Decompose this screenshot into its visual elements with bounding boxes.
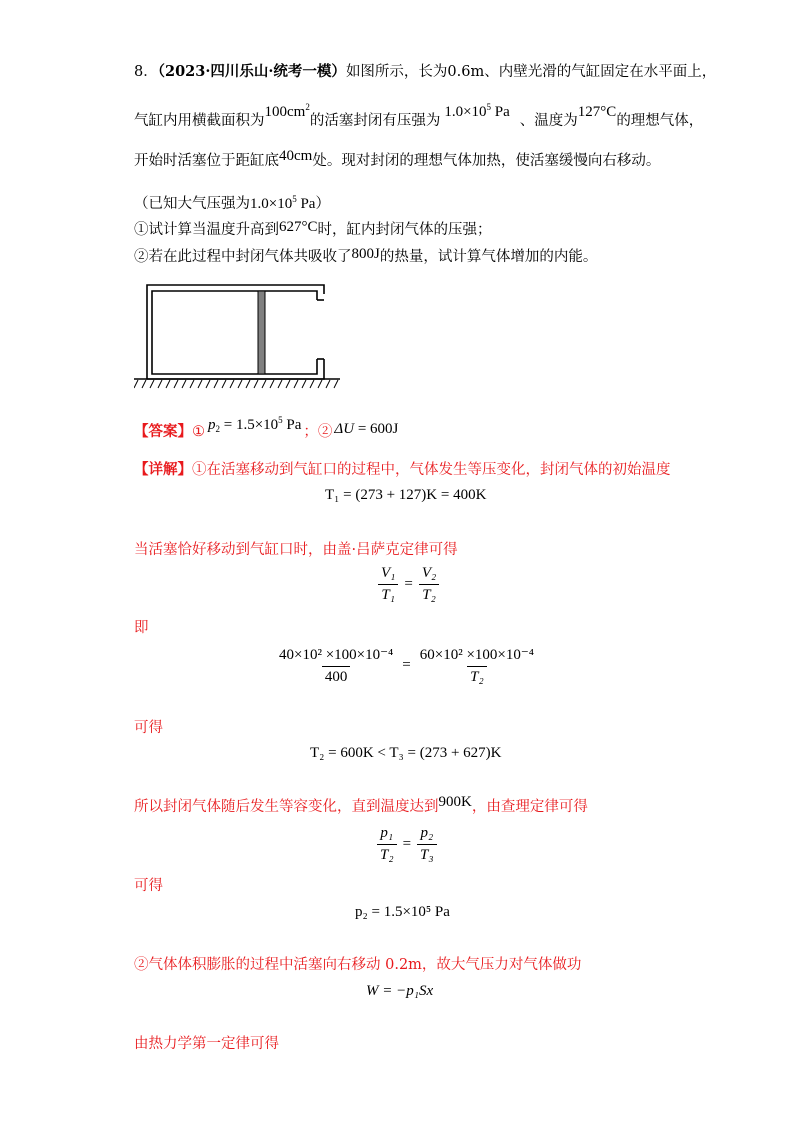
cylinder-diagram xyxy=(134,280,354,395)
answer-line: 【答案】① $p_2 = 1.5\times 10^5$ Pa ；② ΔU = 600J xyxy=(134,415,399,440)
q1-temp: 627°C xyxy=(279,219,318,235)
problem-line-4: （已知大气压强为$1.0\times 10^5$ Pa） xyxy=(134,194,330,212)
distance-value: 40cm xyxy=(279,148,313,164)
problem-line-2: 气缸内用横截面积为$100cm^2$的活塞封闭有压强为$1.0\times 10^5$ Pa、温度为127°C的理想气体， xyxy=(134,102,704,129)
equation-work: W = −p₁Sx xyxy=(366,983,434,999)
detail-line-6: 可得 xyxy=(134,878,163,894)
detail-line-5: 所以封闭气体随后发生等容变化，直到温度达到900K，由查理定律可得 xyxy=(134,794,588,815)
q2-heat: 800J xyxy=(351,246,380,262)
area-value: $100cm^2$ xyxy=(264,102,310,120)
answer-p2: $p_2 = 1.5\times 10^5$ Pa xyxy=(208,415,302,434)
problem-line-3: 开始时活塞位于距缸底40cm处。现对封闭的理想气体加热，使活塞缓慢向右移动。 xyxy=(134,148,661,169)
equation-p2: p₂ = 1.5×10⁵ Pa xyxy=(355,904,450,920)
equation-substitution: $\frac{\text{40×10² ×100×10⁻⁴}}{400}$ = $\frac{\text{60×10² ×100×10⁻⁴}}{\text{T₂}}$ xyxy=(279,647,535,685)
problem-line-1: 8．（2023·四川乐山·统考一模）如图所示，长为0.6m、内壁光滑的气缸固定在水平面上， xyxy=(134,63,717,80)
atm-value: $1.0\times 10^5$ Pa xyxy=(250,194,316,212)
answer-du: ΔU = 600J xyxy=(334,421,399,437)
detail-line-8: 由热力学第一定律可得 xyxy=(134,1036,279,1052)
temp-value: 127°C xyxy=(577,104,617,120)
detail-line-2: 当活塞恰好移动到气缸口时，由盖·吕萨克定律可得 xyxy=(134,542,458,558)
equation-t2: T₂ = 600K < T₃ = (273 + 627)K xyxy=(310,745,502,761)
question-1: ①试计算当温度升高到627°C时，缸内封闭气体的压强； xyxy=(134,219,492,238)
equation-t1: T₁ = (273 + 127)K = 400K xyxy=(325,487,487,503)
cylinder-walls xyxy=(147,285,324,379)
equation-charles: $\frac{\text{p₁}}{\text{T₂}}$ = $\frac{\text{p₂}}{\text{T₃}}$ xyxy=(377,825,437,864)
ground-hatching xyxy=(134,380,338,388)
equation-gay-lussac: $\frac{\text{V₁}}{\text{T₁}}$ = $\frac{\text{V₂}}{\text{T₂}}$ xyxy=(378,565,439,604)
detail-line-3: 即 xyxy=(134,620,149,636)
detail-line-4: 可得 xyxy=(134,720,163,736)
detail-line-1: 【详解】①在活塞移动到气缸口的过程中，气体发生等压变化，封闭气体的初始温度 xyxy=(134,461,671,478)
detail-line-7: ②气体体积膨胀的过程中活塞向右移动 0.2m，故大气压力对气体做功 xyxy=(134,957,582,973)
answer-label: 【答案】 xyxy=(134,423,192,440)
temp-900k: 900K xyxy=(438,794,472,810)
detail-label: 【详解】 xyxy=(134,461,192,478)
pressure-value: $1.0\times 10^5$ Pa xyxy=(444,102,510,120)
piston xyxy=(258,291,265,374)
problem-source: （2023·四川乐山·统考一模） xyxy=(157,63,346,80)
question-2: ②若在此过程中封闭气体共吸收了800J的热量，试计算气体增加的内能。 xyxy=(134,246,598,265)
